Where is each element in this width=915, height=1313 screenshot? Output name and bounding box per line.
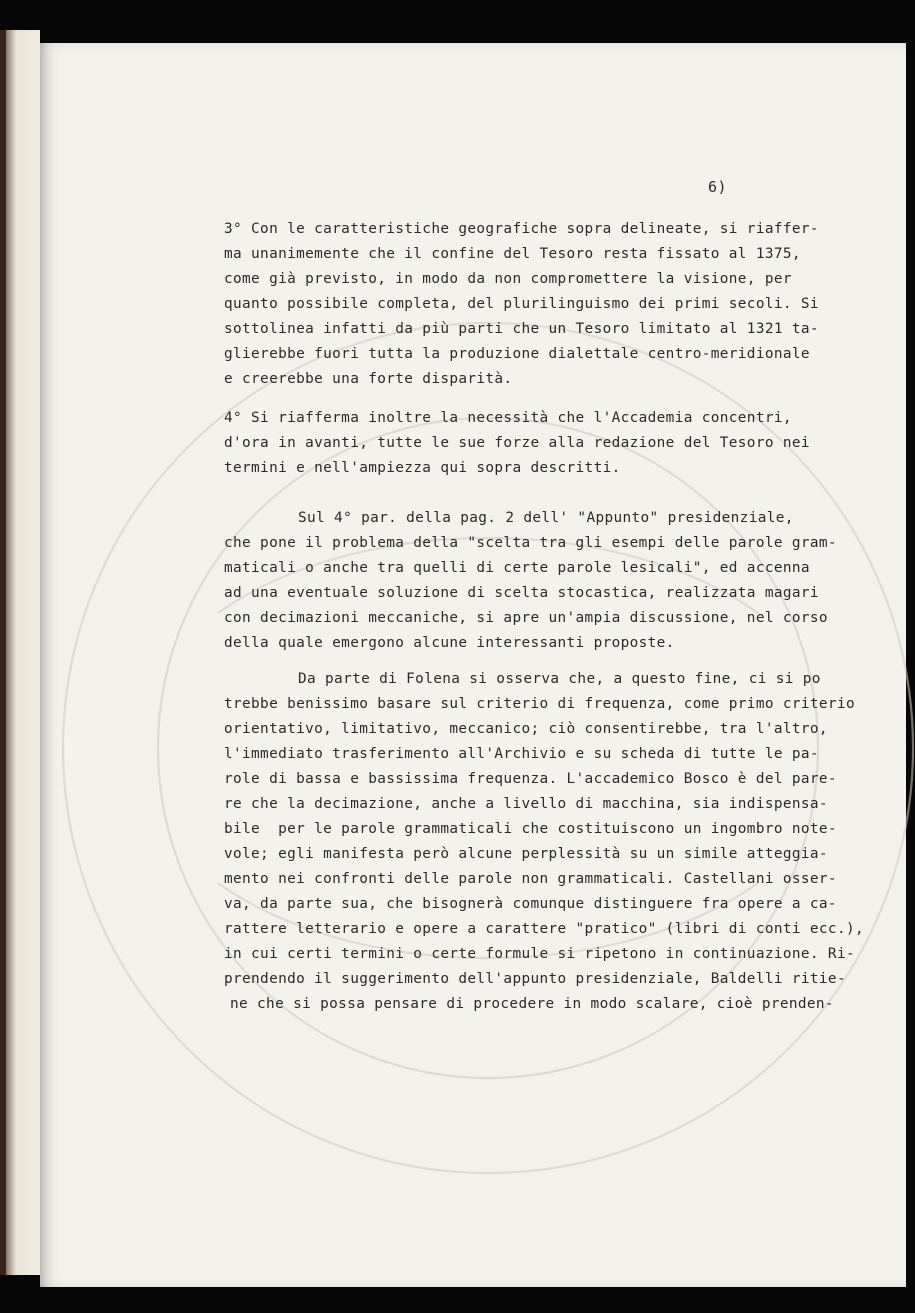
text-line: Sul 4° par. della pag. 2 dell' "Appunto" presidenziale, bbox=[298, 510, 794, 526]
text-line: prendendo il suggerimento dell'appunto presidenziale, Baldelli ritie- bbox=[224, 971, 846, 987]
text-line: come già previsto, in modo da non compromettere la visione, per bbox=[224, 271, 792, 287]
text-line: rattere letterario e opere a carattere "pratico" (libri di conti ecc.), bbox=[224, 921, 864, 937]
text-line: con decimazioni meccaniche, si apre un'ampia discussione, nel corso bbox=[224, 610, 828, 626]
page-number: 6) bbox=[708, 178, 728, 196]
text-line: ma unanimemente che il confine del Tesoro resta fissato al 1375, bbox=[224, 246, 801, 262]
text-line: 3° Con le caratteristiche geografiche sopra delineate, si riaffer- bbox=[224, 221, 819, 237]
text-line: ad una eventuale soluzione di scelta stocastica, realizzata magari bbox=[224, 585, 819, 601]
text-line: d'ora in avanti, tutte le sue forze alla redazione del Tesoro nei bbox=[224, 435, 810, 451]
text-line: che pone il problema della "scelta tra gli esempi delle parole gram- bbox=[224, 535, 837, 551]
text-line: termini e nell'ampiezza qui sopra descritti. bbox=[224, 460, 621, 476]
text-line: sottolinea infatti da più parti che un Tesoro limitato al 1321 ta- bbox=[224, 321, 819, 337]
document-page bbox=[40, 43, 906, 1287]
text-line: Da parte di Folena si osserva che, a questo fine, ci si po bbox=[298, 671, 821, 687]
text-line: orientativo, limitativo, meccanico; ciò consentirebbe, tra l'altro, bbox=[224, 721, 828, 737]
book-binding bbox=[0, 30, 6, 1275]
text-line: role di bassa e bassissima frequenza. L'accademico Bosco è del pare- bbox=[224, 771, 837, 787]
text-line: 4° Si riafferma inoltre la necessità che l'Accademia concentri, bbox=[224, 410, 792, 426]
text-line: glierebbe fuori tutta la produzione dialettale centro-meridionale bbox=[224, 346, 810, 362]
text-line: bile per le parole grammaticali che costituiscono un ingombro note- bbox=[224, 821, 837, 837]
text-line: va, da parte sua, che bisognerà comunque distinguere fra opere a ca- bbox=[224, 896, 837, 912]
text-line: della quale emergono alcune interessanti proposte. bbox=[224, 635, 675, 651]
text-line: in cui certi termini o certe formule si ripetono in continuazione. Ri- bbox=[224, 946, 855, 962]
text-line: mento nei confronti delle parole non grammaticali. Castellani osser- bbox=[224, 871, 837, 887]
text-line: trebbe benissimo basare sul criterio di frequenza, come primo criterio bbox=[224, 696, 855, 712]
text-line: vole; egli manifesta però alcune perplessità su un simile atteggia- bbox=[224, 846, 828, 862]
text-line: quanto possibile completa, del plurilinguismo dei primi secoli. Si bbox=[224, 296, 819, 312]
text-line: e creerebbe una forte disparità. bbox=[224, 371, 513, 387]
text-line: maticali o anche tra quelli di certe parole lesicali", ed accenna bbox=[224, 560, 810, 576]
text-line: l'immediato trasferimento all'Archivio e su scheda di tutte le pa- bbox=[224, 746, 819, 762]
text-line: ne che si possa pensare di procedere in modo scalare, cioè prenden- bbox=[230, 996, 834, 1012]
previous-page-edge bbox=[0, 30, 40, 1275]
text-line: re che la decimazione, anche a livello di macchina, sia indispensa- bbox=[224, 796, 828, 812]
